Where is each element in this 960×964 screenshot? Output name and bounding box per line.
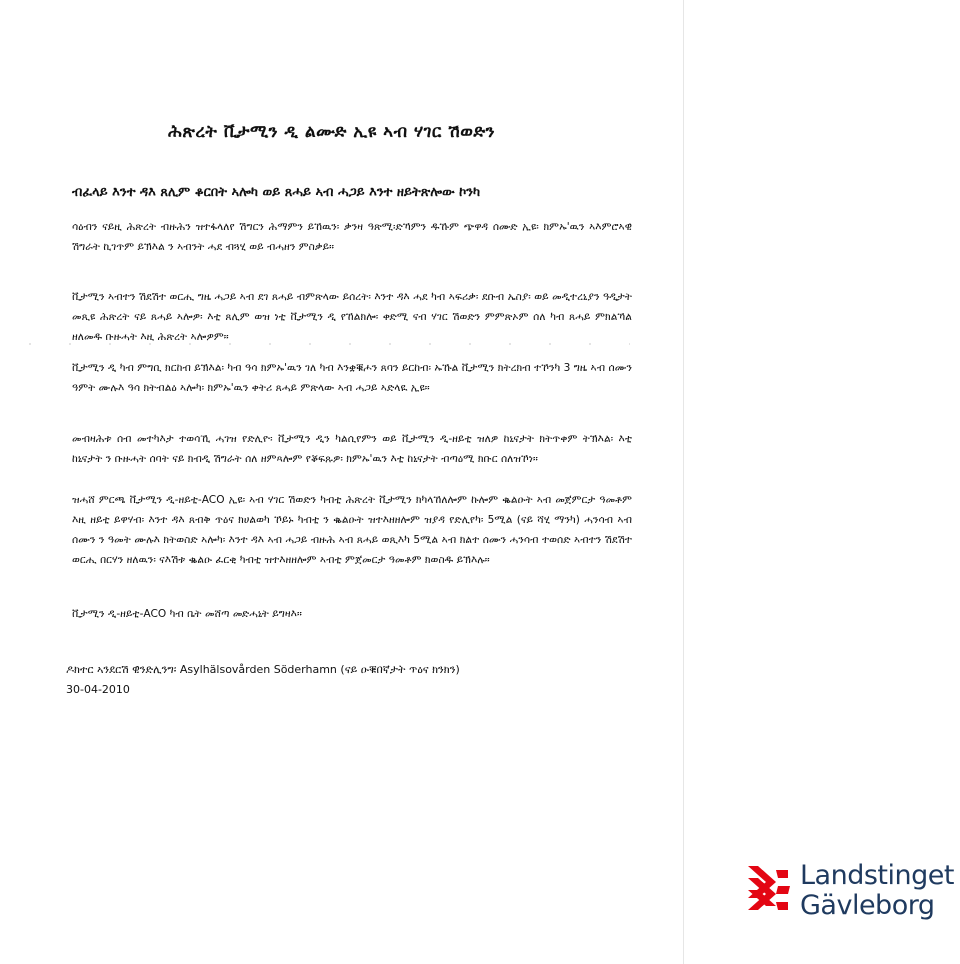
paragraph-sunlight: ቪታሚን ኣብተን ሽደሽተ ወርሒ ግዜ ሓጋይ ኣብ ደገ ጸሓይ ብምጽላው ይሰረት፡ እንተ ዳእ ሓደ ካብ ኣፍሪቃ፡ ደቡብ ኤስያ፡ ወይ መዲተረኒያን ዓዲታት መጺዩ ሕጽረት ናይ ጸሓይ ኣሎዎ፡ እቲ ጸሊም ወዝ ነቲ ቪታሚን ዲ የኸልክሎ፡ ቀድሚ ናብ ሃገር ሽወድን ምምጽኦም ሰለ ካብ ጸሓይ ምክልኻል ዘለመዱ ቡዙሓት እዚ ሕጽረት ኣሎዎም። [72, 291, 632, 343]
paragraph-pharmacy: ቪታሚን ዲ-ዘይቲ-ACO ካብ ቤት መሸጣ መድሓኒት ይግዛእ። [72, 608, 302, 620]
paragraph-food: ቪታሚን ዲ ካብ ምግቢ ክርከብ ይኽእል፡ ካብ ዓሳ ክምኡ'ዉን ገለ ካብ እንቋቑሖን ጸባን ይርከብ፡ ኡኹል ቪታሚን ክትረክብ ተኾንካ 3 ግዜ ኣብ ሰሙን ዓምት ሙሉእ ዓሳ ክትብልዕ ኣሎካ፡ ክምኡ'ዉን ቀትሪ ጸሓይ ምጽላው ኣብ ሓጋይ ኣድላዪ ኢዩ። [72, 362, 632, 394]
document-subtitle: ብፈላይ እንተ ዳእ ጸሊም ቆርበት ኣሎካ ወይ ጸሓይ ኣብ ሓጋይ እንተ ዘይትጽሎው ኮንካ [72, 185, 481, 200]
logo-text-line2: Gävleborg [800, 890, 935, 921]
paragraph-supplements: መብዛሕቱ ሰብ መተካእታ ተወሳኺ ሓገዝ የድሊዮ፡ ቪታሚን ዲን ካልሲየምን ወይ ቪታሚን ዲ-ዘይቲ ዝለዎ ከኒናታት ክትጥቀም ትኽእል፡ እቲ ከኒናታት ን ቡዙሓት ሰባት ናይ ክብዲ ሽግራት ሰለ ዘምጻሎም የቖፍጹዎ፡ ክምኡ'ዉን እቲ ከኒናታት ብጣዕሚ ክቡር ሰለዝኾነ። [72, 433, 632, 465]
signature-line: ዶክተር ኣንደርሽ ዊንድሊንግ፡ Asylhälsovården Söderhamn (ናይ ዑቑበኛታት ጥዕና ክንክን) [66, 663, 460, 676]
logo-text-line1: Landstinget [800, 860, 954, 891]
document-date: 30-04-2010 [66, 683, 130, 696]
scan-artifact [10, 343, 630, 345]
paragraph-symptoms: ሳዕብን ናይዚ ሕጽረት ብዙሕን ዝተፋላለየ ሽግርን ሕማምን ይኸዉን፡ ቃንዛ ዓጽሚ፡ድኻምን ዱኹም ጭዋዳ ሰሙድ ኢዩ፡ ክምኡ'ዉን ኣእምሮኣዊ ሽግራት ኪገጥም ይኽእል ን ኣብንት ሓደ ብጓሂ ወይ ብሓዘን ምስቃይ። [72, 221, 632, 253]
document-title: ሕጽረት ቪታሚን ዲ ልሙድ ኢዩ ኣብ ሃገር ሽወድን [168, 122, 496, 142]
logo-mark-icon [748, 862, 794, 918]
landstinget-gavleborg-logo [748, 858, 958, 928]
paragraph-aco-oil: ዝሓሸ ምርጫ ቪታሚን ዲ-ዘይቲ-ACO ኢዩ፡ ኣብ ሃገር ሽወድን ካብቲ ሕጽረት ቪታሚን ክካላኸለሎም ኩሎም ቈልዑት ኣብ መጀምርታ ዓመቶም እዚ ዘይቲ ይዋሃብ፡ እንተ ዳእ ጸብቅ ጥዕና ክሀልወካ ኾይኑ ካብቲ ን ቈልዑት ዝተእዘዘሎም ዝያዳ የድሊየካ፡ 5ሚል (ናይ ሻሂ ማንካ) ሓንሳብ ኣብ ሰሙን ን ዓመት ሙሉእ ክትወስድ ኣሎካ፡ እንተ ዳእ ኣብ ሓጋይ ብዙሕ ኣብ ጸሓይ ወጺእካ 5ሚል ኣብ ክልተ ሰሙን ሓንሳብ ተወሰድ ኣብተን ሽደሽተ ወርሒ በርሃን ዘለዉን፡ ናእሽቱ ቈልዑ ፈርቂ ካብቲ ዝተእዘዘሎም ኣብቲ ምጀመርታ ዓመቶም ክወስዱ ይኽእሉ። [72, 494, 632, 566]
